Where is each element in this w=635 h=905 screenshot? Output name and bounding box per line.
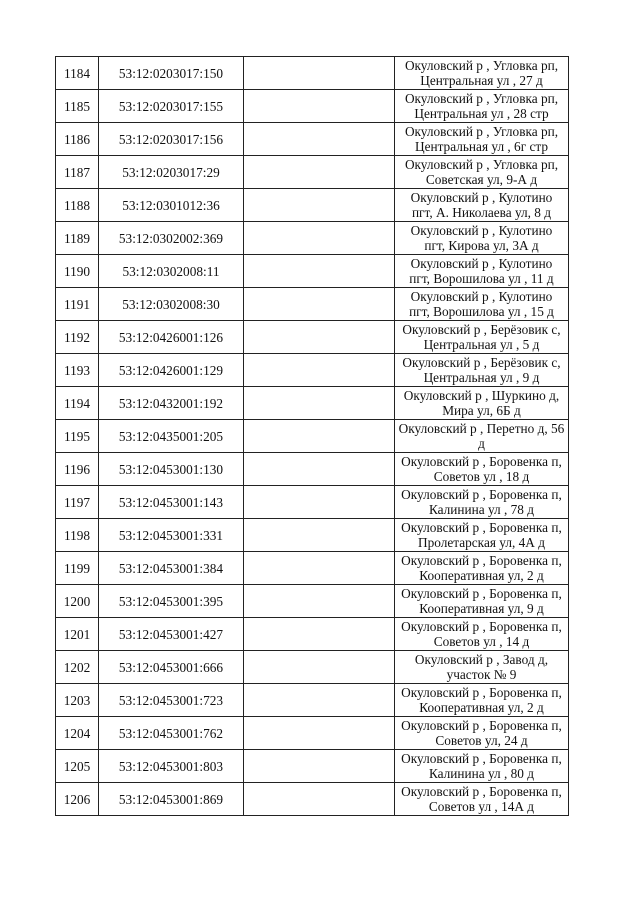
cadastral-number-cell: 53:12:0453001:427 — [99, 618, 244, 651]
address-line: Кооперативная ул, 2 д — [419, 700, 544, 715]
empty-cell — [244, 387, 395, 420]
cadastral-number-cell: 53:12:0453001:384 — [99, 552, 244, 585]
empty-cell — [244, 684, 395, 717]
address-line: Окуловский р , Берёзовик с, — [402, 355, 561, 370]
address-cell — [395, 519, 569, 552]
table-row — [56, 486, 569, 519]
empty-cell — [244, 750, 395, 783]
address-line: пгт, Ворошилова ул , 11 д — [409, 271, 554, 286]
table-row — [56, 156, 569, 189]
property-registry-table — [55, 56, 569, 816]
address-line: Советов ул, 24 д — [435, 733, 528, 748]
table-row — [56, 684, 569, 717]
cadastral-number-cell: 53:12:0302008:30 — [99, 288, 244, 321]
row-number-cell: 1201 — [56, 618, 99, 651]
address-cell — [395, 189, 569, 222]
table-row — [56, 354, 569, 387]
address-line: Окуловский р , Боровенка п, — [401, 784, 562, 799]
row-number-cell: 1185 — [56, 90, 99, 123]
address-line: Окуловский р , Боровенка п, — [401, 751, 562, 766]
cadastral-number-cell: 53:12:0203017:155 — [99, 90, 244, 123]
address-line: пгт, Кирова ул, 3А д — [424, 238, 539, 253]
row-number-cell: 1203 — [56, 684, 99, 717]
address-line: Кооперативная ул, 2 д — [419, 568, 544, 583]
address-line: д — [478, 436, 485, 451]
address-cell — [395, 585, 569, 618]
address-cell — [395, 387, 569, 420]
cadastral-number-cell: 53:12:0435001:205 — [99, 420, 244, 453]
address-line: Окуловский р , Боровенка п, — [401, 553, 562, 568]
row-number-cell: 1200 — [56, 585, 99, 618]
table-row — [56, 585, 569, 618]
row-number-cell: 1193 — [56, 354, 99, 387]
address-line: Окуловский р , Боровенка п, — [401, 718, 562, 733]
address-line: Советов ул , 14А д — [428, 799, 535, 814]
address-line: Окуловский р , Кулотино — [410, 223, 553, 238]
cadastral-number-cell: 53:12:0453001:723 — [99, 684, 244, 717]
row-number-cell: 1190 — [56, 255, 99, 288]
address-line: Центральная ул , 6г стр — [414, 139, 549, 154]
address-cell — [395, 123, 569, 156]
address-line: Окуловский р , Боровенка п, — [401, 586, 562, 601]
row-number-cell: 1188 — [56, 189, 99, 222]
address-line: участок № 9 — [446, 667, 517, 682]
row-number-cell: 1206 — [56, 783, 99, 816]
address-line: Советов ул , 18 д — [433, 469, 530, 484]
cadastral-number-cell: 53:12:0302002:369 — [99, 222, 244, 255]
address-line: Окуловский р , Боровенка п, — [401, 487, 562, 502]
empty-cell — [244, 453, 395, 486]
address-line: Окуловский р , Перетно д, 56 — [398, 421, 565, 436]
address-line: Пролетарская ул, 4А д — [418, 535, 545, 550]
table-row — [56, 453, 569, 486]
row-number-cell: 1189 — [56, 222, 99, 255]
address-line: Окуловский р , Боровенка п, — [401, 685, 562, 700]
cadastral-number-cell: 53:12:0302008:11 — [99, 255, 244, 288]
row-number-cell: 1198 — [56, 519, 99, 552]
address-cell — [395, 783, 569, 816]
cadastral-number-cell: 53:12:0453001:130 — [99, 453, 244, 486]
address-line: Окуловский р , Кулотино — [410, 190, 553, 205]
table-row — [56, 651, 569, 684]
cadastral-number-cell: 53:12:0453001:869 — [99, 783, 244, 816]
empty-cell — [244, 123, 395, 156]
empty-cell — [244, 486, 395, 519]
table-row — [56, 717, 569, 750]
row-number-cell: 1191 — [56, 288, 99, 321]
address-cell — [395, 321, 569, 354]
address-line: Окуловский р , Завод д, — [414, 652, 549, 667]
cadastral-number-cell: 53:12:0432001:192 — [99, 387, 244, 420]
table-row — [56, 255, 569, 288]
empty-cell — [244, 321, 395, 354]
table-row — [56, 189, 569, 222]
address-cell — [395, 618, 569, 651]
empty-cell — [244, 651, 395, 684]
table-row — [56, 387, 569, 420]
cadastral-number-cell: 53:12:0453001:143 — [99, 486, 244, 519]
address-cell — [395, 90, 569, 123]
cadastral-number-cell: 53:12:0301012:36 — [99, 189, 244, 222]
empty-cell — [244, 717, 395, 750]
address-cell — [395, 453, 569, 486]
address-cell — [395, 651, 569, 684]
table-row — [56, 420, 569, 453]
address-line: Центральная ул , 9 д — [423, 370, 540, 385]
address-line: Окуловский р , Угловка рп, — [404, 157, 559, 172]
address-cell — [395, 222, 569, 255]
cadastral-number-cell: 53:12:0453001:395 — [99, 585, 244, 618]
empty-cell — [244, 189, 395, 222]
cadastral-number-cell: 53:12:0453001:803 — [99, 750, 244, 783]
table-row — [56, 618, 569, 651]
address-cell — [395, 156, 569, 189]
address-line: пгт, А. Николаева ул, 8 д — [411, 205, 552, 220]
address-line: Окуловский р , Угловка рп, — [404, 124, 559, 139]
address-line: Калинина ул , 78 д — [428, 502, 535, 517]
cadastral-number-cell: 53:12:0203017:29 — [99, 156, 244, 189]
table-row — [56, 321, 569, 354]
empty-cell — [244, 255, 395, 288]
address-line: Окуловский р , Берёзовик с, — [402, 322, 561, 337]
cadastral-number-cell: 53:12:0426001:129 — [99, 354, 244, 387]
address-cell — [395, 717, 569, 750]
row-number-cell: 1195 — [56, 420, 99, 453]
row-number-cell: 1192 — [56, 321, 99, 354]
cadastral-number-cell: 53:12:0453001:331 — [99, 519, 244, 552]
address-cell — [395, 255, 569, 288]
empty-cell — [244, 519, 395, 552]
address-line: Окуловский р , Боровенка п, — [401, 619, 562, 634]
table-row — [56, 222, 569, 255]
address-line: Мира ул, 6Б д — [442, 403, 521, 418]
row-number-cell: 1199 — [56, 552, 99, 585]
address-cell — [395, 420, 569, 453]
row-number-cell: 1202 — [56, 651, 99, 684]
address-line: Окуловский р , Кулотино — [410, 256, 553, 271]
row-number-cell: 1204 — [56, 717, 99, 750]
address-line: Калинина ул , 80 д — [428, 766, 535, 781]
empty-cell — [244, 420, 395, 453]
address-line: Советская ул, 9-А д — [425, 172, 538, 187]
table-row — [56, 288, 569, 321]
table-row — [56, 90, 569, 123]
address-line: Кооперативная ул, 9 д — [419, 601, 544, 616]
row-number-cell: 1196 — [56, 453, 99, 486]
address-line: Центральная ул , 28 стр — [414, 106, 549, 121]
cadastral-number-cell: 53:12:0426001:126 — [99, 321, 244, 354]
address-cell — [395, 750, 569, 783]
empty-cell — [244, 156, 395, 189]
table-row — [56, 57, 569, 90]
address-line: Окуловский р , Кулотино — [410, 289, 553, 304]
empty-cell — [244, 288, 395, 321]
cadastral-number-cell: 53:12:0203017:150 — [99, 57, 244, 90]
address-line: Центральная ул , 5 д — [423, 337, 540, 352]
table-row — [56, 552, 569, 585]
address-cell — [395, 486, 569, 519]
table-row — [56, 750, 569, 783]
empty-cell — [244, 618, 395, 651]
address-line: пгт, Ворошилова ул , 15 д — [409, 304, 554, 319]
address-cell — [395, 354, 569, 387]
table-row — [56, 123, 569, 156]
empty-cell — [244, 585, 395, 618]
address-cell — [395, 552, 569, 585]
empty-cell — [244, 783, 395, 816]
address-line: Окуловский р , Угловка рп, — [404, 58, 559, 73]
empty-cell — [244, 222, 395, 255]
registry-table-body — [56, 57, 569, 816]
empty-cell — [244, 57, 395, 90]
address-line: Окуловский р , Угловка рп, — [404, 91, 559, 106]
address-cell — [395, 684, 569, 717]
address-line: Окуловский р , Боровенка п, — [401, 520, 562, 535]
row-number-cell: 1205 — [56, 750, 99, 783]
address-line: Центральная ул , 27 д — [420, 73, 543, 88]
row-number-cell: 1186 — [56, 123, 99, 156]
empty-cell — [244, 90, 395, 123]
cadastral-number-cell: 53:12:0453001:762 — [99, 717, 244, 750]
cadastral-number-cell: 53:12:0453001:666 — [99, 651, 244, 684]
table-row — [56, 783, 569, 816]
row-number-cell: 1197 — [56, 486, 99, 519]
empty-cell — [244, 552, 395, 585]
address-line: Окуловский р , Шуркино д, — [403, 388, 560, 403]
row-number-cell: 1184 — [56, 57, 99, 90]
empty-cell — [244, 354, 395, 387]
row-number-cell: 1187 — [56, 156, 99, 189]
address-cell — [395, 288, 569, 321]
table-row — [56, 519, 569, 552]
address-line: Окуловский р , Боровенка п, — [401, 454, 562, 469]
row-number-cell: 1194 — [56, 387, 99, 420]
cadastral-number-cell: 53:12:0203017:156 — [99, 123, 244, 156]
address-cell — [395, 57, 569, 90]
address-line: Советов ул , 14 д — [433, 634, 530, 649]
